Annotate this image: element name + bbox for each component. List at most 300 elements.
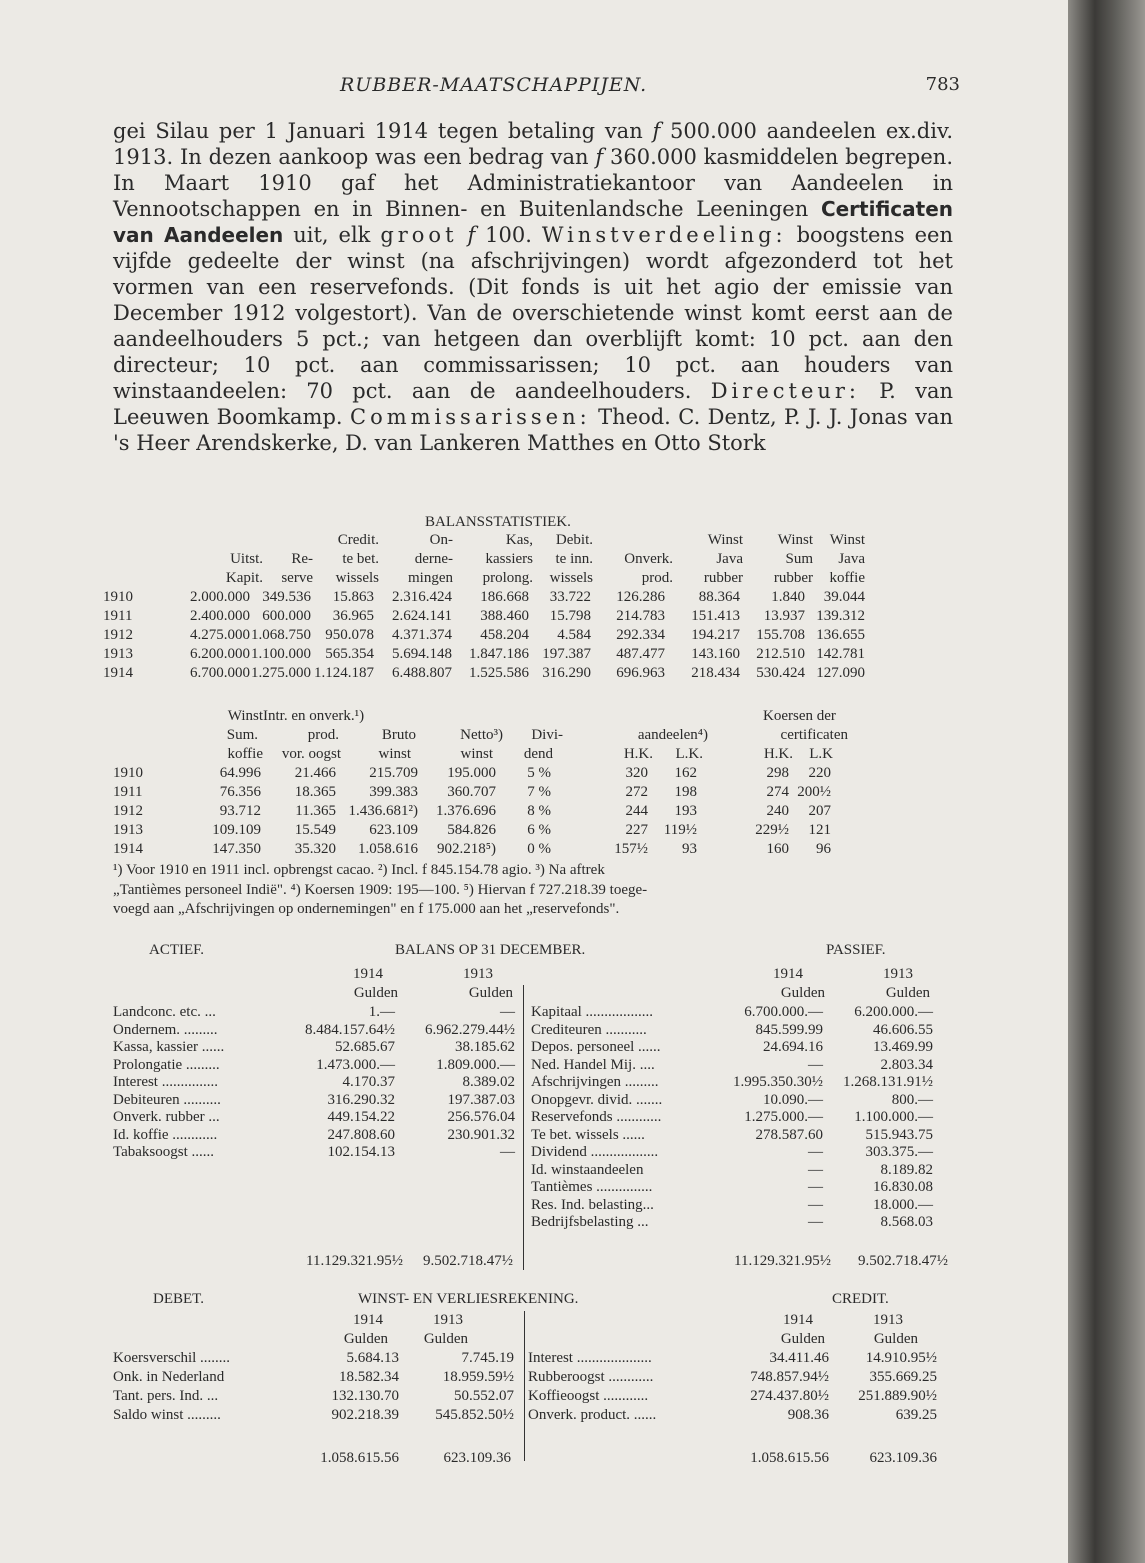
winst-value-cell: 121 bbox=[808, 822, 831, 838]
stat-header-cell: te inn. bbox=[555, 551, 593, 567]
balans-divider bbox=[523, 985, 524, 1270]
text-segment: uit, elk bbox=[283, 223, 381, 247]
year-header: 1913 bbox=[433, 1312, 463, 1328]
balans-row bbox=[113, 1178, 953, 1196]
stat-header-cell: wissels bbox=[335, 570, 379, 586]
balansstatistiek-title: BALANSSTATISTIEK. bbox=[425, 514, 571, 530]
winst-value-cell: 320 bbox=[625, 765, 648, 781]
winst-value-cell: 64.996 bbox=[219, 765, 261, 781]
winst-value-cell: 229½ bbox=[755, 822, 789, 838]
winst-value-cell: 623.109 bbox=[369, 822, 418, 838]
winst-header-cell: winst bbox=[460, 746, 493, 762]
year-cell: 1910 bbox=[113, 765, 143, 781]
winst-header-cell: Netto³) bbox=[460, 727, 503, 743]
passief-1914: — bbox=[808, 1214, 823, 1230]
winstverdeeling-label: Winstverdeeling: bbox=[541, 223, 787, 247]
footnote-line-1: ¹) Voor 1910 en 1911 incl. opbrengst cacao. ²) Incl. f 845.154.78 agio. ³) Na aftrek bbox=[113, 862, 605, 878]
passief-label: Dividend .................. bbox=[531, 1144, 659, 1160]
winst-header-cell: Bruto bbox=[381, 727, 416, 743]
winst-value-cell: 272 bbox=[625, 784, 648, 800]
actief-1914: 247.808.60 bbox=[327, 1126, 395, 1143]
winst-header-cell: Koersen der bbox=[763, 708, 836, 724]
unit-header: Gulden bbox=[885, 985, 930, 1001]
total-debet-1914: 1.058.615.56 bbox=[320, 1450, 399, 1466]
winst-header-cell: L.K. bbox=[675, 746, 703, 762]
year-cell: 1912 bbox=[113, 803, 143, 819]
winst-value-cell: 5 % bbox=[527, 765, 551, 781]
stat-value-cell: 530.424 bbox=[756, 665, 805, 681]
passief-label: Bedrijfsbelasting ... bbox=[531, 1214, 649, 1230]
debet-1913: 50.552.07 bbox=[454, 1388, 514, 1404]
text-segment: 360.000 kasmiddelen begrepen. In Maart 1910 gaf het Administratiekantoor van Aandeelen in Vennootschappen en in Binnen- en Buitenlandsche Leeningen bbox=[113, 145, 953, 221]
passief-1913: 2.803.34 bbox=[880, 1056, 933, 1073]
running-head-title: RUBBER-MAATSCHAPPIJEN. bbox=[340, 74, 648, 96]
credit-1913: 14.910.95½ bbox=[865, 1350, 937, 1366]
stat-header-row bbox=[113, 569, 953, 588]
directeur-label: Directeur: bbox=[710, 379, 861, 403]
stat-header-cell: wissels bbox=[549, 570, 593, 586]
year-header: 1914 bbox=[773, 966, 803, 982]
wv-year-row bbox=[113, 1311, 953, 1330]
stat-value-cell: 218.434 bbox=[691, 665, 740, 681]
text-segment: boogstens een vijfde gedeelte der winst (na afschrijvingen) wordt afgezonderd tot het vormen van een reservefonds. (Dit fonds is uit het agio der emissie van December 1912 volgestort). Van de overschietende winst komt eerst aan de aandeelhouders 5 pct.; van hetgeen dan overblijft komt: 10 pct. aan den directeur; 10 pct. aan commissarissen; 10 pct. aan houders van winstaandeelen: 70 pct. aan de aandeelhouders. bbox=[113, 223, 953, 403]
stat-header-cell: Debit. bbox=[555, 532, 593, 548]
credit-label: Rubberoogst ............ bbox=[528, 1369, 654, 1385]
passief-1913: 303.375.— bbox=[865, 1144, 933, 1160]
stat-header-cell: Onverk. bbox=[624, 551, 673, 567]
certificaten-heading: Certificaten van Aandeelen bbox=[113, 197, 953, 247]
stat-value-cell: 2.624.141 bbox=[392, 608, 452, 624]
unit-header: Gulden bbox=[468, 985, 513, 1001]
winst-value-cell: 215.709 bbox=[369, 765, 418, 781]
winst-value-cell: 227 bbox=[625, 822, 648, 838]
winst-value-cell: 160 bbox=[766, 841, 789, 857]
winst-value-cell: 298 bbox=[766, 765, 789, 781]
stat-row bbox=[103, 607, 953, 626]
credit-title: CREDIT. bbox=[832, 1291, 889, 1307]
winst-value-cell: 35.320 bbox=[294, 841, 336, 857]
total-passief-1914: 11.129.321.95½ bbox=[734, 1252, 831, 1269]
actief-label: Debiteuren .......... bbox=[113, 1091, 221, 1108]
stat-value-cell: 6.488.807 bbox=[392, 665, 452, 681]
stat-header-cell: prolong. bbox=[482, 570, 533, 586]
passief-1914: — bbox=[808, 1179, 823, 1195]
stat-value-cell: 4.584 bbox=[557, 627, 591, 643]
actief-label: Id. koffie ............ bbox=[113, 1126, 218, 1143]
balans-total-row bbox=[113, 1252, 953, 1271]
stat-value-cell: 487.477 bbox=[616, 646, 665, 662]
wv-row bbox=[113, 1368, 953, 1387]
winst-value-cell: 7 % bbox=[527, 784, 551, 800]
actief-1913: 197.387.03 bbox=[447, 1091, 515, 1108]
text-segment: 100. bbox=[475, 223, 542, 247]
stat-header-cell: Kas, bbox=[505, 532, 533, 548]
winst-header-cell: L.K bbox=[809, 746, 833, 762]
actief-label: Tabaksoogst ...... bbox=[113, 1144, 215, 1160]
stat-value-cell: 6.200.000 bbox=[190, 646, 250, 662]
florin-sign: f bbox=[467, 223, 476, 247]
actief-1914: 52.685.67 bbox=[335, 1039, 395, 1055]
actief-1914: 316.290.32 bbox=[327, 1091, 395, 1108]
actief-1913: — bbox=[500, 1004, 515, 1020]
passief-1913: 16.830.08 bbox=[873, 1179, 933, 1195]
winst-header-cell: prod. bbox=[307, 727, 339, 743]
balans-unit-row bbox=[113, 984, 953, 1003]
balans-year-row bbox=[113, 965, 953, 984]
balans-spacer bbox=[113, 1231, 953, 1252]
winst-header-cell: vor. oogst bbox=[281, 746, 341, 762]
passief-1914: — bbox=[808, 1144, 823, 1160]
winst-value-cell: 399.383 bbox=[369, 784, 418, 800]
winst-value-cell: 8 % bbox=[527, 803, 551, 819]
winst-value-cell: 193 bbox=[674, 803, 697, 819]
actief-1914: 449.154.22 bbox=[327, 1109, 395, 1125]
unit-header: Gulden bbox=[873, 1331, 918, 1347]
actief-label: Onverk. rubber ... bbox=[113, 1109, 220, 1125]
winst-row bbox=[113, 764, 953, 783]
debet-1914: 18.582.34 bbox=[339, 1369, 399, 1385]
actief-label: Kassa, kassier ...... bbox=[113, 1039, 225, 1055]
passief-1914: 1.275.000.— bbox=[744, 1109, 823, 1125]
page-number: 783 bbox=[925, 74, 960, 95]
winst-header-cell: certificaten bbox=[780, 727, 848, 743]
year-cell: 1914 bbox=[113, 841, 143, 857]
unit-header: Gulden bbox=[780, 985, 825, 1001]
balans-table bbox=[113, 965, 953, 1271]
stat-value-cell: 4.371.374 bbox=[392, 627, 452, 643]
year-header: 1913 bbox=[873, 1312, 903, 1328]
stat-value-cell: 15.798 bbox=[549, 608, 591, 624]
stat-header-row bbox=[113, 550, 953, 569]
florin-sign: f bbox=[652, 119, 661, 143]
stat-value-cell: 1.124.187 bbox=[314, 665, 374, 681]
stat-value-cell: 388.460 bbox=[480, 608, 529, 624]
debet-label: Tant. pers. Ind. ... bbox=[113, 1388, 219, 1404]
year-header: 1913 bbox=[883, 966, 913, 982]
year-cell: 1913 bbox=[103, 646, 133, 662]
actief-1914: 4.170.37 bbox=[342, 1074, 395, 1090]
winst-value-cell: 109.109 bbox=[212, 822, 261, 838]
stat-header-cell: prod. bbox=[641, 570, 673, 586]
credit-1914: 34.411.46 bbox=[769, 1350, 829, 1366]
debet-1914: 5.684.13 bbox=[346, 1350, 399, 1366]
debet-label: Onk. in Nederland bbox=[113, 1369, 225, 1385]
stat-value-cell: 1.068.750 bbox=[251, 627, 311, 643]
stat-header-cell: rubber bbox=[703, 570, 743, 586]
actief-1913: — bbox=[500, 1144, 515, 1160]
year-cell: 1914 bbox=[103, 665, 133, 681]
year-cell: 1910 bbox=[103, 589, 133, 605]
actief-1914: 102.154.13 bbox=[327, 1144, 395, 1160]
stat-value-cell: 136.655 bbox=[816, 627, 865, 643]
actief-label: Landconc. etc. ... bbox=[113, 1004, 216, 1020]
passief-label: Te bet. wissels ...... bbox=[531, 1126, 645, 1143]
commissarissen-label: Commissarissen: bbox=[350, 405, 591, 429]
stat-value-cell: 142.781 bbox=[816, 646, 865, 662]
total-actief-1913: 9.502.718.47½ bbox=[423, 1252, 513, 1269]
text-segment: gei Silau per 1 Januari 1914 tegen betaling van bbox=[113, 119, 653, 143]
stat-header-cell: Java bbox=[838, 551, 865, 567]
winst-value-cell: 360.707 bbox=[447, 784, 496, 800]
text-segment: Theod. C. Dentz, P. J. J. Jonas van 's Heer Arendskerke, D. van Lankeren Matthes en Otto Stork bbox=[113, 405, 954, 455]
winst-header-cell: Sum. bbox=[226, 727, 258, 743]
passief-label: Tantièmes ............... bbox=[531, 1179, 653, 1195]
winst-header-cell: Divi- bbox=[531, 727, 563, 743]
text-segment bbox=[458, 223, 468, 247]
stat-value-cell: 126.286 bbox=[616, 589, 665, 605]
stat-value-cell: 197.387 bbox=[542, 646, 591, 662]
stat-value-cell: 292.334 bbox=[616, 627, 665, 643]
text-segment: 500.000 aandeelen ex.div. 1913. In dezen aankoop was een bedrag van bbox=[113, 119, 953, 169]
total-credit-1914: 1.058.615.56 bbox=[750, 1450, 829, 1466]
winst-value-cell: 93 bbox=[682, 841, 697, 857]
balans-row bbox=[113, 1161, 953, 1179]
stat-value-cell: 143.160 bbox=[691, 646, 740, 662]
stat-value-cell: 214.783 bbox=[616, 608, 665, 624]
stat-value-cell: 950.078 bbox=[325, 627, 374, 643]
winst-row bbox=[113, 821, 953, 840]
balans-row bbox=[113, 1021, 953, 1039]
balans-row bbox=[113, 1038, 953, 1056]
total-credit-1913: 623.109.36 bbox=[869, 1450, 937, 1466]
text-segment: P. van Leeuwen Boomkamp. bbox=[113, 379, 953, 429]
stat-value-cell: 316.290 bbox=[542, 665, 591, 681]
stat-value-cell: 4.275.000 bbox=[190, 627, 250, 643]
year-cell: 1911 bbox=[103, 608, 133, 624]
stat-row bbox=[103, 664, 953, 683]
wv-row bbox=[113, 1406, 953, 1425]
winst-header-cell: winst bbox=[378, 746, 411, 762]
florin-sign: f bbox=[595, 145, 604, 169]
winst-value-cell: 96 bbox=[816, 841, 831, 857]
winst-value-cell: 15.549 bbox=[294, 822, 336, 838]
debet-label: Saldo winst ......... bbox=[113, 1407, 221, 1423]
balans-title: BALANS OP 31 DECEMBER. bbox=[395, 942, 586, 958]
stat-value-cell: 212.510 bbox=[756, 646, 805, 662]
footnote-line-2: „Tantièmes personeel Indië". ⁴) Koersen 1909: 195—100. ⁵) Hiervan f 727.218.39 toege- bbox=[113, 882, 648, 898]
unit-header: Gulden bbox=[353, 985, 398, 1001]
actief-label: Interest ............... bbox=[113, 1074, 218, 1090]
stat-header-cell: On- bbox=[429, 532, 453, 548]
credit-label: Koffieoogst ............ bbox=[528, 1388, 649, 1404]
credit-label: Onverk. product. ...... bbox=[528, 1407, 657, 1423]
passief-title: PASSIEF. bbox=[826, 942, 886, 958]
winst-value-cell: 157½ bbox=[614, 841, 648, 857]
debet-1914: 132.130.70 bbox=[331, 1388, 399, 1404]
year-header: 1914 bbox=[353, 1312, 383, 1328]
actief-1914: 1.— bbox=[368, 1004, 395, 1020]
winst-value-cell: 902.218⁵) bbox=[437, 841, 496, 857]
balans-row bbox=[113, 1056, 953, 1074]
passief-1913: 515.943.75 bbox=[865, 1126, 933, 1143]
debet-1913: 7.745.19 bbox=[461, 1350, 514, 1366]
stat-value-cell: 33.722 bbox=[549, 589, 591, 605]
actief-1913: 8.389.02 bbox=[462, 1074, 515, 1090]
passief-label: Reservefonds ............ bbox=[531, 1109, 662, 1125]
wv-total-row bbox=[113, 1449, 953, 1468]
actief-title: ACTIEF. bbox=[149, 942, 205, 958]
passief-label: Depos. personeel ...... bbox=[531, 1039, 661, 1055]
balans-row bbox=[113, 1196, 953, 1214]
stat-value-cell: 151.413 bbox=[691, 608, 740, 624]
stat-header-cell: derne- bbox=[414, 551, 453, 567]
passief-label: Res. Ind. belasting... bbox=[531, 1196, 654, 1213]
unit-header: Gulden bbox=[423, 1331, 468, 1347]
wv-row bbox=[113, 1387, 953, 1406]
stat-value-cell: 88.364 bbox=[698, 589, 740, 605]
winst-header-cell: dend bbox=[523, 746, 553, 762]
book-edge bbox=[1068, 0, 1145, 1563]
stat-value-cell: 139.312 bbox=[816, 608, 865, 624]
winst-header-cell: koffie bbox=[227, 746, 263, 762]
stat-header-cell: Winst bbox=[777, 532, 813, 548]
text-segment: groot bbox=[380, 223, 458, 247]
unit-header: Gulden bbox=[780, 1331, 825, 1347]
winst-value-cell: 18.365 bbox=[294, 784, 336, 800]
stat-value-cell: 186.668 bbox=[480, 589, 529, 605]
stat-value-cell: 13.937 bbox=[763, 608, 805, 624]
actief-1913: 1.809.000.— bbox=[436, 1056, 515, 1073]
passief-1914: — bbox=[808, 1196, 823, 1213]
debet-1914: 902.218.39 bbox=[331, 1407, 399, 1423]
winst-header-cell: H.K. bbox=[623, 746, 653, 762]
stat-header-cell: mingen bbox=[408, 570, 453, 586]
passief-1913: 46.606.55 bbox=[873, 1021, 933, 1038]
winst-header-row bbox=[113, 707, 953, 726]
passief-1913: 6.200.000.— bbox=[854, 1004, 933, 1020]
year-header: 1913 bbox=[463, 966, 493, 982]
stat-value-cell: 2.000.000 bbox=[190, 589, 250, 605]
winst-header-row bbox=[113, 745, 953, 764]
credit-1914: 908.36 bbox=[787, 1407, 829, 1423]
total-passief-1913: 9.502.718.47½ bbox=[858, 1252, 948, 1269]
passief-label: Kapitaal .................. bbox=[531, 1004, 654, 1020]
actief-1913: 38.185.62 bbox=[455, 1039, 515, 1055]
passief-1913: 800.— bbox=[891, 1091, 933, 1108]
body-paragraph bbox=[113, 118, 953, 456]
passief-1913: 8.189.82 bbox=[880, 1161, 933, 1178]
actief-label: Prolongatie ......... bbox=[113, 1056, 220, 1073]
passief-1913: 13.469.99 bbox=[873, 1039, 933, 1055]
actief-1913: 230.901.32 bbox=[447, 1126, 515, 1143]
stat-header-cell: rubber bbox=[773, 570, 813, 586]
stat-header-row bbox=[113, 531, 953, 550]
winst-value-cell: 198 bbox=[674, 784, 697, 800]
winst-value-cell: 195.000 bbox=[447, 765, 496, 781]
stat-header-cell: te bet. bbox=[342, 551, 379, 567]
footnote-line-3: voegd aan „Afschrijvingen op ondernemingen" en f 175.000 aan het „reservefonds". bbox=[113, 901, 620, 917]
balans-row bbox=[113, 1108, 953, 1126]
passief-1913: 1.268.131.91½ bbox=[843, 1074, 933, 1090]
total-debet-1913: 623.109.36 bbox=[443, 1450, 511, 1466]
winst-value-cell: 93.712 bbox=[219, 803, 261, 819]
stat-value-cell: 15.863 bbox=[332, 589, 374, 605]
stat-row bbox=[103, 626, 953, 645]
stat-value-cell: 2.316.424 bbox=[392, 589, 452, 605]
actief-1914: 1.473.000.— bbox=[316, 1056, 395, 1073]
winst-koersen-table bbox=[113, 707, 953, 859]
debet-1913: 18.959.59½ bbox=[442, 1369, 514, 1385]
winst-value-cell: 11.365 bbox=[295, 803, 336, 819]
winst-header-cell: Intr. en onverk.¹) bbox=[263, 708, 365, 724]
credit-1913: 251.889.90½ bbox=[858, 1388, 937, 1404]
stat-row bbox=[103, 645, 953, 664]
stat-header-cell: Sum bbox=[785, 551, 813, 567]
winst-value-cell: 200½ bbox=[797, 784, 831, 800]
stat-row bbox=[103, 588, 953, 607]
winst-value-cell: 119½ bbox=[663, 822, 697, 838]
winst-value-cell: 1.058.616 bbox=[358, 841, 418, 857]
stat-value-cell: 458.204 bbox=[480, 627, 529, 643]
year-cell: 1911 bbox=[113, 784, 143, 800]
winst-header-cell: aandeelen⁴) bbox=[637, 727, 708, 743]
stat-value-cell: 1.840 bbox=[771, 589, 805, 605]
passief-label: Id. winstaandeelen bbox=[531, 1161, 644, 1178]
winst-value-cell: 207 bbox=[808, 803, 831, 819]
passief-label: Crediteuren ........... bbox=[531, 1021, 647, 1038]
wv-row bbox=[113, 1349, 953, 1368]
passief-1913: 18.000.— bbox=[873, 1196, 933, 1213]
running-head bbox=[100, 74, 960, 100]
stat-header-cell: Credit. bbox=[337, 532, 379, 548]
wv-divider bbox=[524, 1311, 525, 1461]
debet-1913: 545.852.50½ bbox=[435, 1407, 514, 1423]
stat-header-cell: Winst bbox=[829, 532, 865, 548]
balans-row bbox=[113, 1073, 953, 1091]
passief-1914: 24.694.16 bbox=[763, 1039, 823, 1055]
actief-1914: 8.484.157.64½ bbox=[305, 1021, 395, 1038]
winst-value-cell: 1.376.696 bbox=[436, 803, 496, 819]
stat-header-cell: Java bbox=[716, 551, 743, 567]
credit-label: Interest .................... bbox=[528, 1350, 652, 1366]
winst-value-cell: 240 bbox=[766, 803, 789, 819]
stat-value-cell: 2.400.000 bbox=[190, 608, 250, 624]
winst-value-cell: 6 % bbox=[527, 822, 551, 838]
total-actief-1914: 11.129.321.95½ bbox=[306, 1252, 403, 1269]
winst-value-cell: 76.356 bbox=[219, 784, 261, 800]
winst-value-cell: 21.466 bbox=[294, 765, 336, 781]
winst-row bbox=[113, 840, 953, 859]
passief-label: Ned. Handel Mij. .... bbox=[531, 1056, 655, 1073]
balansstatistiek-table bbox=[103, 531, 953, 683]
stat-header-cell: kassiers bbox=[485, 551, 533, 567]
year-header: 1914 bbox=[783, 1312, 813, 1328]
winst-verlies-title: WINST- EN VERLIESREKENING. bbox=[358, 1291, 579, 1307]
year-cell: 1912 bbox=[103, 627, 133, 643]
winst-verlies-table bbox=[113, 1311, 953, 1468]
winst-value-cell: 274 bbox=[766, 784, 789, 800]
credit-1913: 639.25 bbox=[895, 1407, 937, 1423]
stat-value-cell: 5.694.148 bbox=[392, 646, 452, 662]
unit-header: Gulden bbox=[343, 1331, 388, 1347]
stat-header-cell: Kapit. bbox=[225, 570, 263, 586]
debet-label: Koersverschil ........ bbox=[113, 1350, 231, 1366]
winst-row bbox=[113, 802, 953, 821]
actief-label: Ondernem. ......... bbox=[113, 1021, 218, 1038]
wv-unit-row bbox=[113, 1330, 953, 1349]
credit-1913: 355.669.25 bbox=[869, 1369, 937, 1385]
stat-header-cell: serve bbox=[281, 570, 313, 586]
credit-1914: 748.857.94½ bbox=[750, 1369, 829, 1385]
passief-1913: 8.568.03 bbox=[880, 1214, 933, 1230]
winst-header-cell: Winst bbox=[227, 708, 263, 724]
passief-1914: 1.995.350.30½ bbox=[733, 1074, 823, 1090]
year-header: 1914 bbox=[353, 966, 383, 982]
stat-value-cell: 1.847.186 bbox=[469, 646, 529, 662]
balans-row bbox=[113, 1091, 953, 1109]
stat-value-cell: 194.217 bbox=[691, 627, 740, 643]
stat-header-cell: Uitst. bbox=[230, 551, 263, 567]
